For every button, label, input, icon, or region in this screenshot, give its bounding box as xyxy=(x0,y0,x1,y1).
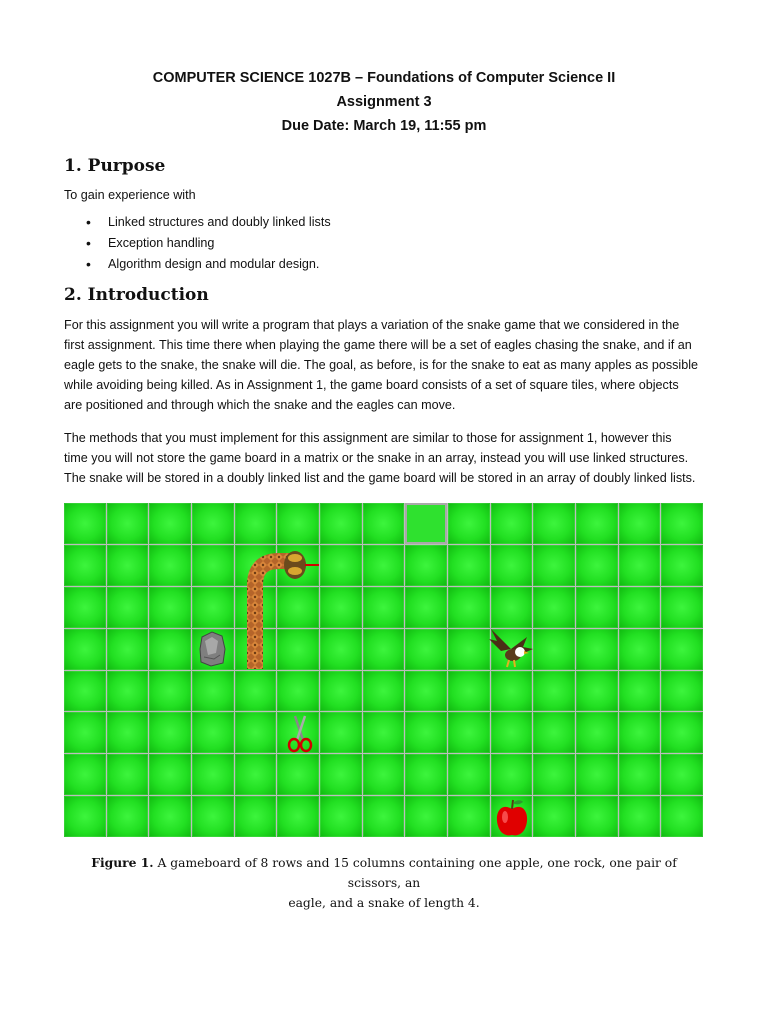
board-tile xyxy=(107,712,149,753)
board-tile xyxy=(363,754,405,795)
board-tile xyxy=(277,503,319,544)
caption-text: A gameboard of 8 rows and 15 columns containing one apple, one rock, one pair of scissors, an xyxy=(153,856,677,890)
board-tile xyxy=(491,754,533,795)
board-tile xyxy=(619,629,661,670)
board-tile xyxy=(405,629,447,670)
board-tile xyxy=(619,671,661,712)
board-tile xyxy=(448,712,490,753)
list-item: • Algorithm design and modular design. xyxy=(86,257,331,278)
board-tile xyxy=(107,796,149,837)
board-tile xyxy=(107,629,149,670)
board-tile xyxy=(363,671,405,712)
board-tile xyxy=(107,671,149,712)
board-tile xyxy=(149,503,191,544)
board-tile xyxy=(661,796,703,837)
board-tile xyxy=(363,796,405,837)
board-tile xyxy=(491,587,533,628)
board-tile xyxy=(576,503,618,544)
intro-paragraph-2 xyxy=(64,428,714,488)
game-board xyxy=(64,503,703,837)
board-tile xyxy=(320,796,362,837)
rock-icon xyxy=(196,629,230,669)
board-tile xyxy=(533,545,575,586)
board-tile xyxy=(533,503,575,544)
board-tile xyxy=(363,629,405,670)
board-tile xyxy=(405,545,447,586)
board-tile xyxy=(405,587,447,628)
purpose-list xyxy=(86,215,331,278)
board-tile xyxy=(533,796,575,837)
board-tile xyxy=(64,503,106,544)
board-tile xyxy=(192,796,234,837)
intro-paragraph-1 xyxy=(64,315,714,415)
board-tile xyxy=(576,671,618,712)
board-tile xyxy=(448,587,490,628)
board-tile xyxy=(448,796,490,837)
board-tile xyxy=(448,629,490,670)
board-tile xyxy=(533,587,575,628)
paragraph-line: eagle gets to the snake, the snake will die. The goal, as before, is for the snake to eat as many apples as possible xyxy=(64,358,699,372)
board-tile xyxy=(64,629,106,670)
board-tile xyxy=(149,587,191,628)
board-tile xyxy=(64,796,106,837)
list-item: • Exception handling xyxy=(86,236,331,257)
board-tile xyxy=(661,587,703,628)
board-tile xyxy=(149,629,191,670)
board-tile xyxy=(661,545,703,586)
board-tile xyxy=(576,545,618,586)
board-tile xyxy=(619,503,661,544)
paragraph-line: while avoiding being killed. As in Assignment 1, the game board consists of a set of square tiles, where objects xyxy=(64,378,679,392)
board-tile xyxy=(235,671,277,712)
board-tile xyxy=(64,754,106,795)
board-tile xyxy=(320,503,362,544)
board-tile xyxy=(363,503,405,544)
board-tile xyxy=(576,587,618,628)
board-tile xyxy=(661,754,703,795)
caption-text: eagle, and a snake of length 4. xyxy=(288,896,480,910)
board-tile xyxy=(491,671,533,712)
board-tile xyxy=(448,754,490,795)
board-tile xyxy=(405,712,447,753)
board-tile xyxy=(149,754,191,795)
board-tile xyxy=(491,503,533,544)
purpose-intro: To gain experience with xyxy=(64,188,196,202)
board-tile xyxy=(491,545,533,586)
board-tile xyxy=(448,671,490,712)
board-tile xyxy=(235,754,277,795)
board-tile xyxy=(192,712,234,753)
board-tile xyxy=(576,629,618,670)
eagle-icon xyxy=(487,627,535,671)
board-tile xyxy=(320,671,362,712)
board-tile xyxy=(64,671,106,712)
board-tile xyxy=(192,587,234,628)
paragraph-line: are positioned and through which the snake and the eagles can move. xyxy=(64,398,456,412)
board-tile xyxy=(661,712,703,753)
board-tile xyxy=(619,545,661,586)
board-tile xyxy=(405,503,447,544)
board-tile xyxy=(576,796,618,837)
snake-body xyxy=(255,561,293,669)
board-tile xyxy=(533,671,575,712)
paragraph-line: The methods that you must implement for this assignment are similar to those for assignment 1, however this xyxy=(64,431,672,445)
board-tile xyxy=(619,796,661,837)
paragraph-line: time you will not store the game board in a matrix or the snake in an array, instead you will use linked structures. xyxy=(64,451,689,465)
board-tile xyxy=(661,629,703,670)
paragraph-line: first assignment. This time there when playing the game there will be a set of eagles chasing the snake, and if an xyxy=(64,338,692,352)
purpose-heading: 1. Purpose xyxy=(64,156,166,176)
apple-icon xyxy=(494,797,530,839)
board-tile xyxy=(619,712,661,753)
board-tile xyxy=(64,587,106,628)
due-date: Due Date: March 19, 11:55 pm xyxy=(281,118,487,134)
board-tile xyxy=(405,671,447,712)
introduction-heading: 2. Introduction xyxy=(64,285,209,305)
board-tile xyxy=(149,796,191,837)
board-tile xyxy=(363,587,405,628)
board-tile xyxy=(192,671,234,712)
board-tile xyxy=(320,712,362,753)
board-tile xyxy=(235,503,277,544)
board-tile xyxy=(235,796,277,837)
board-tile xyxy=(277,796,319,837)
board-tile xyxy=(619,754,661,795)
board-tile xyxy=(363,712,405,753)
board-tile xyxy=(405,754,447,795)
board-tile xyxy=(107,545,149,586)
board-tile xyxy=(149,671,191,712)
figure-caption xyxy=(64,853,704,913)
course-title: COMPUTER SCIENCE 1027B – Foundations of Computer Science II xyxy=(152,70,616,86)
board-tile xyxy=(661,503,703,544)
board-tile xyxy=(192,545,234,586)
board-tile xyxy=(107,754,149,795)
board-tile xyxy=(149,545,191,586)
board-tile xyxy=(64,712,106,753)
board-tile xyxy=(533,712,575,753)
board-tile xyxy=(405,796,447,837)
board-tile xyxy=(448,545,490,586)
list-item: • Linked structures and doubly linked lists xyxy=(86,215,331,236)
board-tile xyxy=(576,712,618,753)
scissors-icon xyxy=(285,714,315,754)
board-tile xyxy=(320,754,362,795)
board-tile xyxy=(491,712,533,753)
board-tile xyxy=(107,587,149,628)
board-tile xyxy=(192,754,234,795)
board-tile xyxy=(64,545,106,586)
board-tile xyxy=(149,712,191,753)
paragraph-line: For this assignment you will write a program that plays a variation of the snake game that we considered in the xyxy=(64,318,680,332)
board-tile xyxy=(533,629,575,670)
caption-label: Figure 1. xyxy=(91,855,154,870)
board-tile xyxy=(107,503,149,544)
board-tile xyxy=(661,671,703,712)
board-tile xyxy=(533,754,575,795)
board-tile xyxy=(363,545,405,586)
board-tile xyxy=(277,671,319,712)
snake xyxy=(235,545,335,675)
board-tile xyxy=(235,712,277,753)
board-tile xyxy=(192,503,234,544)
board-tile xyxy=(619,587,661,628)
board-tile xyxy=(277,754,319,795)
assignment-title: Assignment 3 xyxy=(336,94,432,110)
board-tile xyxy=(576,754,618,795)
board-tile xyxy=(448,503,490,544)
paragraph-line: The snake will be stored in a doubly linked list and the game board will be stored in an array of doubly linked lists. xyxy=(64,471,696,485)
